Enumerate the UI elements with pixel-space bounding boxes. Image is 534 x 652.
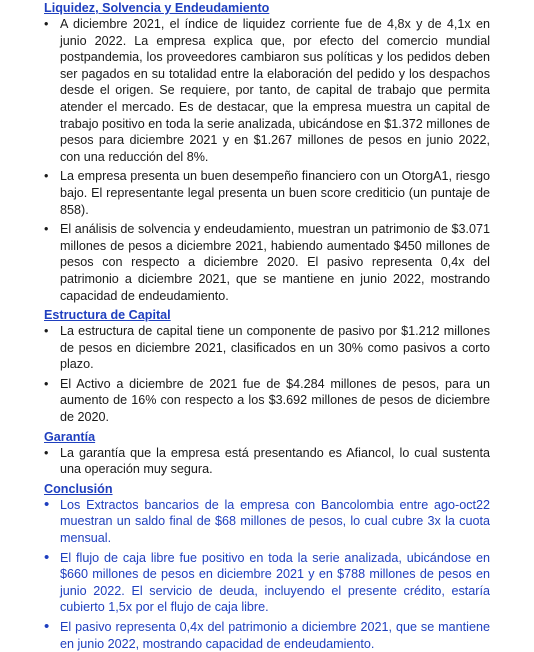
heading-garantia: Garantía (44, 429, 96, 444)
list-estructura (44, 323, 490, 426)
list-item: • La empresa presenta un buen desempeño financiero con un OtorgA1, riesgo bajo. El representante legal presenta un buen score crediticio (un puntaje de 858). (44, 168, 490, 218)
list-item: • A diciembre 2021, el índice de liquidez corriente fue de 4,8x y de 4,1x en junio 2022. La empresa explica que, por efecto del comercio mundial postpandemia, los proveedores cambiaron sus políticas y los pedidos deben ser pagados en su totalidad entre la elaboración del pedido y los despachos desde el origen. Se requiere, por tanto, de capital de trabajo que permita atender el mercado. Es de destacar, que la empresa muestra un capital de trabajo positivo en toda la serie analizada, ubicándose en $1.372 millones de pesos para diciembre 2021 y en $1.267 millones de pesos en junio 2022, con una reducción del 8%. (44, 16, 490, 165)
heading-estructura: Estructura de Capital (44, 308, 171, 323)
list-item: • El flujo de caja libre fue positivo en toda la serie analizada, ubicándose en $660 millones de pesos en diciembre 2021 y en $788 millones de pesos en junio 2022. El servicio de deuda, incluyendo el presente crédito, estaría cubierto 1,5x por el flujo de caja libre. (44, 550, 490, 616)
list-item: • El análisis de solvencia y endeudamiento, muestran un patrimonio de $3.071 millones de pesos a diciembre 2021, habiendo aumentado $450 millones de pesos con respecto a diciembre 2020. El pasivo representa 0,4x del patrimonio a diciembre 2021, que se mantiene en junio 2022, mostrando capacidad de endeudamiento. (44, 221, 490, 304)
heading-conclusion: Conclusión (44, 481, 113, 496)
list-item: • La garantía que la empresa está presentando es Afiancol, lo cual sustenta una operación muy segura. (44, 445, 490, 478)
list-liquidez (44, 16, 490, 304)
list-item: • El Activo a diciembre de 2021 fue de $4.284 millones de pesos, para un aumento de 16% con respecto a los $3.692 millones de pesos de diciembre de 2020. (44, 376, 490, 426)
list-item: • Los Extractos bancarios de la empresa con Bancolombia entre ago-oct22 muestran un saldo final de $68 millones de pesos, lo cual cubre 3x la cuota mensual. (44, 497, 490, 547)
list-item: • La estructura de capital tiene un componente de pasivo por $1.212 millones de pesos en diciembre 2021, clasificados en un 30% como pasivos a corto plazo. (44, 323, 490, 373)
list-garantia (44, 445, 490, 478)
list-conclusion (44, 497, 490, 652)
heading-liquidez: Liquidez, Solvencia y Endeudamiento (44, 1, 270, 15)
list-item: • El pasivo representa 0,4x del patrimonio a diciembre 2021, que se mantiene en junio 2022, mostrando capacidad de endeudamiento. (44, 619, 490, 652)
